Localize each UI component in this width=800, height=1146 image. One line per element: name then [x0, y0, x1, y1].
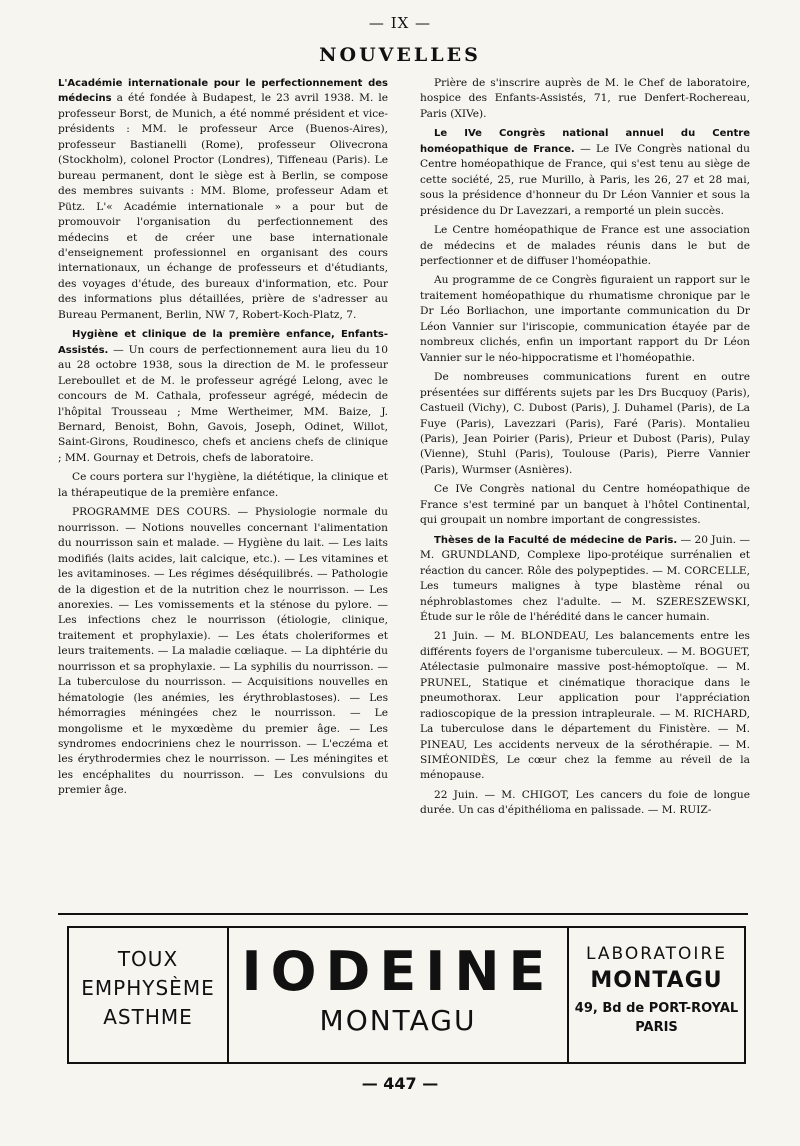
news-heading: L'Académie internationale pour le perfectionnement des médecins	[58, 78, 388, 105]
news-paragraph	[420, 788, 750, 819]
ad-lab-city: PARIS	[635, 1020, 678, 1035]
ad-lab-line: LABORATOIRE	[586, 944, 727, 964]
news-text: Ce IVe Congrès national du Centre homéopathique de France s'est terminé par un banquet à l'hôtel Continental, qui groupait un nombre important de congressistes.	[420, 483, 750, 527]
ad-brand	[229, 928, 569, 1062]
news-paragraph	[420, 533, 750, 626]
ad-laboratory	[569, 928, 744, 1062]
news-paragraph	[420, 223, 750, 269]
news-paragraph	[420, 273, 750, 366]
news-text: Au programme de ce Congrès figuraient un rapport sur le traitement homéopathique du rhumatisme chronique par le Dr Léo Borliachon, une importante communication du Dr Léon Vannier sur l'iriscopie, communication étayée par de nombreux clichés, enfin un important rapport du Dr Léon Vannier sur le néo-hippocratisme et l'homéopathie.	[420, 274, 750, 364]
news-text: — Le IVe Congrès national du Centre homéopathique de France, qui s'est tenu au siège de cette société, 25, rue Murillo, à Paris, les 26, 27 et 28 mai, sous la présidence d'honneur du Dr Léon Vannier et sous la présidence du Dr Lavezzari, a remporté un plein succès.	[420, 142, 750, 217]
news-paragraph	[420, 629, 750, 784]
news-text: 21 Juin. — M. BLONDEAU, Les balancements entre les différents foyers de l'organisme tuberculeux. — M. BOGUET, Atélectasie pulmonaire massive post-hémoptoïque. — M. PRUNEL, Statique et cinématique thoracique dans le pneumothorax. Leur application pour l'appréciation radioscopique de la pression intrapleurale. — M. RICHARD, La tuberculose dans le département du Finistère. — M. PINEAU, Les accidents nerveux de la sérothérapie. — M. SIMÉONIDÈS, Le cœur chez la femme au réveil de la ménopause.	[420, 630, 750, 782]
news-text: Prière de s'inscrire auprès de M. le Chef de laboratoire, hospice des Enfants-Assistés, 71, rue Denfert-Rochereau, Paris (XIVe).	[420, 77, 750, 120]
news-paragraph	[420, 126, 750, 219]
ad-indications	[69, 928, 229, 1062]
news-text: Ce cours portera sur l'hygiène, la diététique, la clinique et la thérapeutique de la première enfance.	[58, 471, 388, 499]
news-text: — Un cours de perfectionnement aura lieu du 10 au 28 octobre 1938, sous la direction de M. le professeur Lereboullet et de M. le professeur agrégé Lelong, avec le concours de M. Cathala, professeur agrégé, médecin de l'hôpital Trousseau ; Mme Wertheimer, MM. Baize, J. Bernard, Benoist, Bohn, Gavois, Joseph, Odinet, Willot, Saint-Girons, Roudinesco, chefs et anciens chefs de clinique ; MM. Gournay et Detrois, chefs de laboratoire.	[58, 343, 388, 464]
news-paragraph	[420, 76, 750, 122]
separator-rule	[58, 913, 748, 915]
ad-indication-line: TOUX	[117, 947, 179, 971]
ad-lab-address: 49, Bd de PORT-ROYAL	[574, 1001, 739, 1016]
news-text: 22 Juin. — M. CHIGOT, Les cancers du foie de longue durée. Un cas d'épithélioma en palissade. — M. RUIZ-	[420, 788, 750, 817]
news-paragraph	[58, 327, 388, 466]
news-heading: Hygiène et clinique de la première enfance, Enfants-Assistés.	[58, 329, 388, 356]
news-paragraph	[420, 370, 750, 478]
news-text: a été fondée à Budapest, le 23 avril 1938. M. le professeur Borst, de Munich, a été nommé président et vice-présidents : MM. le professeur Arce (Buenos-Aires), professeur Bastianelli (Rome), professeur Olivecrona (Stockholm), colonel Proctor (Londres), Tiffeneau (Paris). Le bureau permanent, dont le siège est à Berlin, se compose des membres suivants : MM. Blome, professeur Adam et Pütz. L'« Académie internationale » a pour but de promouvoir l'organisation du perfectionnement des médecins et de créer une base internationale d'enseignement professionnel en organisant des cours internationaux, un échange de professeurs et d'étudiants, des voyages d'étude, des bureaux d'information, etc. Pour des informations plus détaillées, prière de s'adresser au Bureau Permanent, Berlin, NW 7, Robert-Koch-Platz, 7.	[58, 92, 388, 321]
news-text: PROGRAMME DES COURS. — Physiologie normale du nourrisson. — Notions nouvelles concernant l'alimentation du nourrisson sain et malade. — Hygiène du lait. — Les laits modifiés (laits acides, lait calcique, etc.). — Les vitamines et les avitaminoses. — Les régimes déséquilibrés. — Pathologie de la digestion et de la nutrition chez le nourrisson. — Les anorexies. — Les vomissements et la sténose du pylore. — Les infections chez le nourrisson (étiologie, clinique, traitement et prophylaxie). — Les états choleriformes et leurs traitements. — La maladie cœliaque. — La diphtérie du nourrisson et sa prophylaxie. — La syphilis du nourrisson. — La tuberculose du nourrisson. — Acquisitions nouvelles en hématologie (les anémies, les érythroblastoses). — Les hémorragies méningées chez le nourrisson. — Le mongolisme et le myxœdème du premier âge. — Les syndromes endocriniens chez le nourrisson. — L'eczéma et les érythrodermies chez le nourrisson. — Les méningites et les encéphalites du nourrisson. — Les convulsions du premier âge.	[58, 506, 388, 797]
news-paragraph	[420, 482, 750, 528]
page-title: NOUVELLES	[319, 44, 481, 66]
news-text: De nombreuses communications furent en outre présentées sur différents sujets par les Drs Bucquoy (Paris), Castueil (Vichy), C. Dubost (Paris), J. Duhamel (Paris), de La Fuye (Paris), Lavezzari (Paris), Faré (Paris). Montalieu (Paris), Jean Poirier (Paris), Prieur et Dubost (Paris), Pulay (Vienne), Stuhl (Paris), Toulouse (Paris), Pierre Vannier (Paris), Wurmser (Asnières).	[420, 371, 750, 476]
ad-brand-name: IODEINE	[241, 940, 555, 1003]
news-paragraph	[58, 76, 388, 323]
left-column	[58, 76, 388, 803]
advertisement-box	[67, 926, 746, 1064]
news-heading: Thèses de la Faculté de médecine de Paris.	[434, 534, 678, 546]
news-paragraph	[58, 470, 388, 501]
news-text: — 20 Juin. — M. GRUNDLAND, Complexe lipo-protéique surrénalien et réaction du cancer. Rôle des polypeptides. — M. CORCELLE, Les tumeurs malignes à type blastème rénal ou néphroblastomes chez l'adulte. — M. SZERESZEWSKI, Étude sur le rôle de l'hérédité dans le cancer humain.	[420, 533, 751, 623]
news-heading: Le IVe Congrès national annuel du Centre homéopathique de France.	[420, 128, 750, 155]
ad-indication-line: ASTHME	[103, 1005, 193, 1029]
folio-number: — IX —	[368, 14, 432, 32]
ad-lab-line: MONTAGU	[590, 968, 723, 993]
page-number: — 447 —	[361, 1074, 439, 1093]
news-text: Le Centre homéopathique de France est une association de médecins et de malades réunis dans le but de perfectionner et de diffuser l'homéopathie.	[420, 224, 750, 267]
news-paragraph	[58, 505, 388, 799]
ad-indication-line: EMPHYSÈME	[81, 976, 215, 1000]
right-column	[420, 76, 750, 823]
ad-brand-sub: MONTAGU	[319, 1004, 477, 1037]
